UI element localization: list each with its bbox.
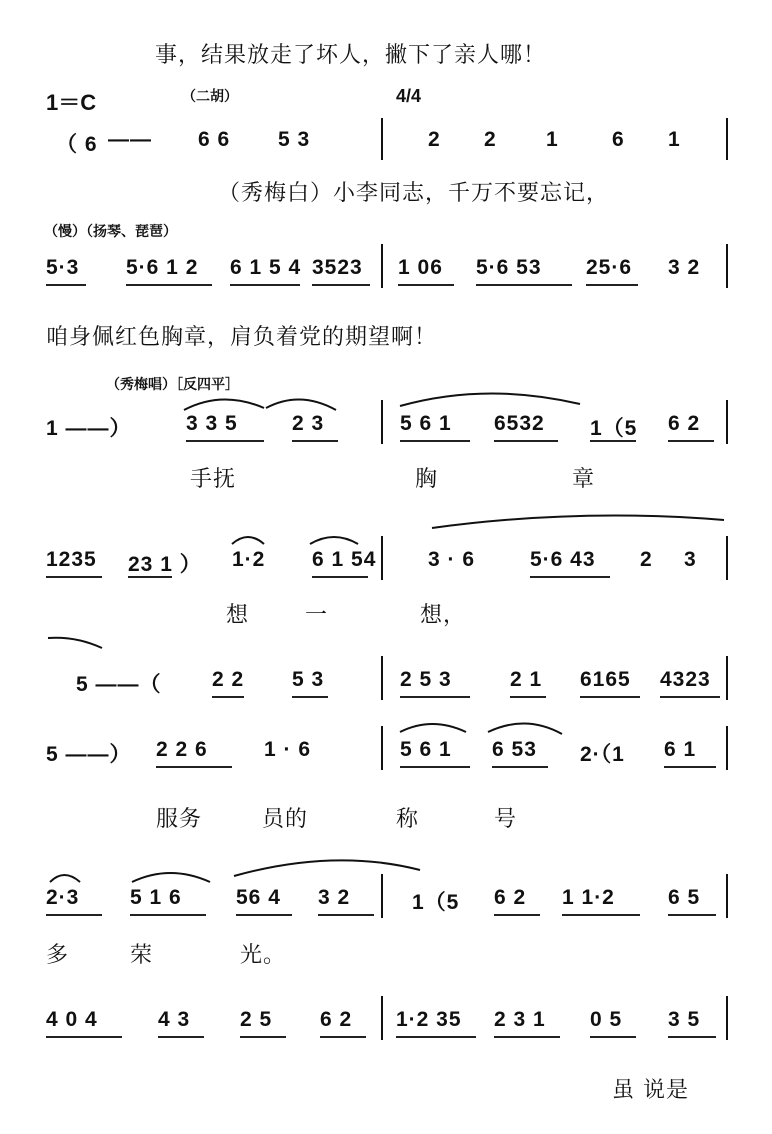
r7-n3: 3 2 [318, 886, 351, 909]
underline [158, 1036, 204, 1038]
r1-n7: 6 [612, 128, 625, 151]
underline [562, 914, 640, 916]
time-signature: 4/4 [396, 86, 422, 106]
barline [726, 996, 728, 1040]
key-signature: 1＝C [46, 90, 97, 115]
underline [312, 284, 370, 286]
underline [400, 766, 470, 768]
lyric-4c: 章 [572, 467, 596, 492]
underline [664, 766, 716, 768]
r4-n5: 5·6 43 [530, 548, 596, 571]
r1-n4: 2 [428, 128, 441, 151]
underline [494, 1036, 560, 1038]
underline [240, 1036, 286, 1038]
underline [292, 440, 338, 442]
r1-n6: 1 [546, 128, 559, 151]
slur [396, 388, 586, 408]
underline [400, 440, 470, 442]
underline [292, 696, 328, 698]
r4-n7: 3 [684, 548, 697, 571]
r8-n7: 3 5 [668, 1008, 701, 1031]
r2-n5: 5·6 53 [476, 256, 542, 279]
r6-n5: 2·（1 [580, 743, 625, 766]
r2-n6: 25·6 [586, 256, 633, 279]
barline [726, 400, 728, 444]
r8-n0: 4 0 4 [46, 1008, 98, 1031]
r2-n3: 3523 [312, 256, 363, 279]
underline [230, 284, 300, 286]
r3-n5: 1（5 [590, 417, 638, 440]
r7-n4: 1（5 [412, 891, 460, 914]
underline [46, 576, 102, 578]
r3-n0: 1 ——） [46, 417, 132, 440]
underline [492, 766, 548, 768]
r7-n5: 6 2 [494, 886, 527, 909]
lyric-line-3: 咱身佩红色胸章，肩负着党的期望啊！ [46, 325, 438, 350]
underline [318, 914, 374, 916]
barline [381, 118, 383, 160]
underline [212, 696, 244, 698]
lyric-line-2: （秀梅白）小李同志，千万不要忘记， [218, 181, 610, 206]
underline [668, 1036, 716, 1038]
r5-n4: 2 1 [510, 668, 543, 691]
lyric-6b: 员的 [262, 807, 309, 832]
r3-n4: 6532 [494, 412, 545, 435]
r3-n6: 6 2 [668, 412, 701, 435]
slur [180, 392, 340, 412]
r4-n6: 2 [640, 548, 653, 571]
instrument-erhu: （二胡） [182, 89, 238, 105]
underline [590, 440, 636, 442]
underline [46, 284, 86, 286]
slur [44, 860, 424, 884]
underline [494, 440, 558, 442]
r7-n2: 56 4 [236, 886, 281, 909]
underline [398, 284, 454, 286]
r3-n1: 3 3 5 [186, 412, 238, 435]
r7-n6: 1 1·2 [562, 886, 615, 909]
barline [381, 656, 383, 700]
r3-n3: 5 6 1 [400, 412, 452, 435]
underline [46, 914, 102, 916]
slur [46, 632, 106, 652]
r7-n1: 5 1 6 [130, 886, 182, 909]
lyric-line-1: 事，结果放走了坏人，撇下了亲人哪！ [155, 43, 547, 68]
barline [381, 244, 383, 288]
r5-n3: 2 5 3 [400, 668, 452, 691]
slur [428, 512, 728, 532]
underline [126, 284, 212, 286]
r1-n3: 5 3 [278, 128, 311, 151]
r1-n2: 6 6 [198, 128, 231, 151]
r8-n2: 2 5 [240, 1008, 273, 1031]
underline [586, 284, 638, 286]
lyric-5a: 想 [226, 603, 250, 628]
underline [530, 576, 610, 578]
barline [726, 536, 728, 580]
lyric-5c: 想， [420, 603, 467, 628]
lyric-4b: 胸 [415, 467, 439, 492]
lyric-7c: 光。 [240, 943, 287, 968]
r6-n1: 2 2 6 [156, 738, 208, 761]
underline [128, 576, 172, 578]
r6-n0: 5 ——） [46, 743, 132, 766]
r5-n0: 5 ——（ [76, 673, 162, 696]
r5-n6: 4323 [660, 668, 711, 691]
barline [726, 244, 728, 288]
underline [236, 914, 292, 916]
lyric-6d: 号 [494, 807, 518, 832]
barline [381, 400, 383, 444]
underline [156, 766, 232, 768]
r8-n6: 0 5 [590, 1008, 623, 1031]
slur [396, 716, 566, 736]
underline [476, 284, 572, 286]
r7-n7: 6 5 [668, 886, 701, 909]
r8-n1: 4 3 [158, 1008, 191, 1031]
r2-n2: 6 1 5 4 [230, 256, 302, 279]
lyric-6c: 称 [396, 807, 420, 832]
r8-n5: 2 3 1 [494, 1008, 546, 1031]
r4-n1: 23 1 ） [128, 553, 202, 576]
r2-n0: 5·3 [46, 256, 80, 279]
r4-n0: 1235 [46, 548, 97, 571]
lyric-6a: 服务 [156, 807, 203, 832]
underline [400, 696, 470, 698]
underline [668, 440, 714, 442]
r6-n2: 1 · 6 [264, 738, 312, 761]
r3-n2: 2 3 [292, 412, 325, 435]
underline [396, 1036, 476, 1038]
underline [312, 576, 368, 578]
barline [726, 874, 728, 918]
r1-n0: （ 6 [56, 133, 98, 156]
underline [590, 1036, 636, 1038]
lyric-8: 虽 说是 [612, 1078, 689, 1103]
barline [381, 996, 383, 1040]
underline [668, 914, 716, 916]
tempo-mark: （慢）（扬琴、琵琶） [44, 224, 177, 240]
r2-n7: 3 2 [668, 256, 701, 279]
r1-n5: 2 [484, 128, 497, 151]
barline [726, 656, 728, 700]
r8-n4: 1·2 35 [396, 1008, 462, 1031]
r4-n3: 6 1 54 [312, 548, 377, 571]
r5-n2: 5 3 [292, 668, 325, 691]
underline [130, 914, 206, 916]
underline [320, 1036, 366, 1038]
r6-n4: 6 53 [492, 738, 537, 761]
lyric-5b: 一 [305, 603, 329, 628]
underline [580, 696, 640, 698]
underline [494, 914, 540, 916]
underline [186, 440, 264, 442]
r6-n6: 6 1 [664, 738, 697, 761]
r1-n1: —— [108, 128, 152, 151]
r1-n8: 1 [668, 128, 681, 151]
r4-n4: 3 · 6 [428, 548, 476, 571]
r8-n3: 6 2 [320, 1008, 353, 1031]
r6-n3: 5 6 1 [400, 738, 452, 761]
r2-n1: 5·6 1 2 [126, 256, 199, 279]
underline [510, 696, 546, 698]
lyric-7a: 多 [46, 943, 70, 968]
barline [381, 726, 383, 770]
barline [726, 726, 728, 770]
underline [660, 696, 720, 698]
r2-n4: 1 06 [398, 256, 443, 279]
slur [228, 530, 368, 546]
barline [381, 536, 383, 580]
singing-mark: （秀梅唱）［反四平］ [106, 377, 239, 393]
lyric-4a: 手抚 [190, 467, 237, 492]
r4-n2: 1·2 [232, 548, 266, 571]
r5-n5: 6165 [580, 668, 631, 691]
underline [46, 1036, 122, 1038]
lyric-7b: 荣 [130, 943, 154, 968]
barline [726, 118, 728, 160]
r7-n0: 2·3 [46, 886, 80, 909]
r5-n1: 2 2 [212, 668, 245, 691]
